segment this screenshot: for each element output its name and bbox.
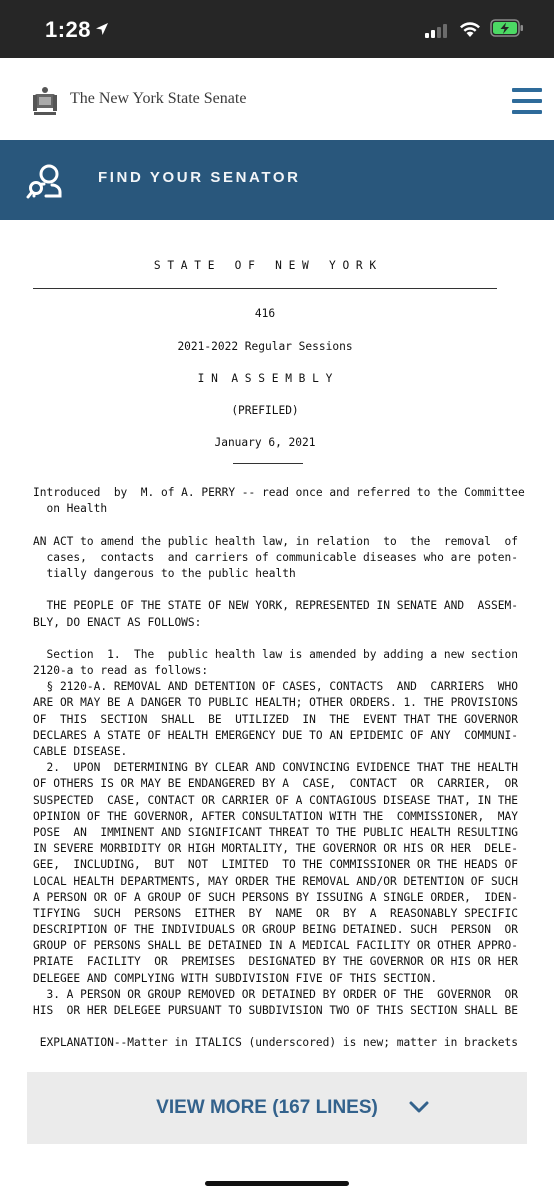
bill-date: January 6, 2021 <box>214 436 316 449</box>
menu-button[interactable] <box>512 88 542 114</box>
status-bar <box>0 0 554 58</box>
bill-line: BLY, DO ENACT AS FOLLOWS: <box>33 615 202 629</box>
bill-line: cases, contacts and carriers of communicable diseases who are poten- <box>33 550 518 564</box>
bill-line: DECLARES A STATE OF HEALTH EMERGENCY DUE TO AN EPIDEMIC OF ANY COMMUNI- <box>33 728 518 742</box>
bill-line: on Health <box>33 502 108 516</box>
bill-line: tially dangerous to the public health <box>33 566 296 580</box>
find-senator-banner[interactable] <box>0 140 554 220</box>
ny-state-seal-icon[interactable] <box>30 85 60 117</box>
battery-charging-icon <box>490 19 524 37</box>
find-senator-label: FIND YOUR SENATOR <box>98 169 301 186</box>
bill-text <box>0 220 554 1050</box>
divider <box>233 463 303 464</box>
site-header <box>0 58 554 140</box>
bill-session: 2021-2022 Regular Sessions <box>177 340 353 353</box>
view-more-label: VIEW MORE (167 LINES) <box>156 1097 378 1118</box>
bill-number: 416 <box>254 307 276 320</box>
bill-line: POSE AN IMMINENT AND SIGNIFICANT THREAT TO THE PUBLIC HEALTH RESULTING <box>33 825 518 839</box>
bill-chamber: I N A S S E M B L Y <box>197 372 333 385</box>
site-title[interactable]: The New York State Senate <box>70 90 247 107</box>
bill-line: Introduced by M. of A. PERRY -- read once and referred to the Committee <box>33 486 525 499</box>
bill-line: OF OTHERS IS OR MAY BE ENDANGERED BY A CASE, CONTACT OR CARRIER, OR <box>33 777 518 791</box>
bill-line: OF THIS SECTION SHALL BE UTILIZED IN THE EVENT THAT THE GOVERNOR <box>33 712 518 726</box>
bill-line: LOCAL HEALTH DEPARTMENTS, MAY ORDER THE REMOVAL AND/OR DETENTION OF SUCH <box>33 874 518 888</box>
find-senator-icon <box>26 162 64 200</box>
chevron-down-icon <box>409 1100 429 1114</box>
divider <box>33 288 497 289</box>
bill-line: 3. A PERSON OR GROUP REMOVED OR DETAINED BY ORDER OF THE GOVERNOR OR <box>33 987 518 1001</box>
bill-line: IN SEVERE MORBIDITY OR HIGH MORTALITY, THE GOVERNOR OR HIS OR HER DELE- <box>33 842 518 856</box>
bill-line: PRIATE FACILITY OR PREMISES DESIGNATED BY THE GOVERNOR OR HIS OR HER <box>33 955 518 969</box>
bill-line: A PERSON OR OF A GROUP OF SUCH PERSONS BY ISSUING A SINGLE ORDER, IDEN- <box>33 890 518 904</box>
bill-line: OPINION OF THE GOVERNOR, AFTER CONSULTATION WITH THE COMMISSIONER, MAY <box>33 809 518 823</box>
location-arrow-icon <box>95 22 109 36</box>
bill-line: EXPLANATION--Matter in ITALICS (underscored) is new; matter in brackets <box>33 1036 518 1050</box>
view-more-button[interactable] <box>27 1072 527 1144</box>
bill-line: THE PEOPLE OF THE STATE OF NEW YORK, REPRESENTED IN SENATE AND ASSEM- <box>33 599 518 613</box>
bill-blank-line <box>33 1019 525 1035</box>
bill-blank-line <box>33 517 525 533</box>
bill-line: 2. UPON DETERMINING BY CLEAR AND CONVINCING EVIDENCE THAT THE HEALTH <box>33 761 518 775</box>
bill-blank-line <box>33 631 525 647</box>
bill-line: Section 1. The public health law is amended by adding a new section <box>33 647 518 661</box>
status-time: 1:28 <box>45 17 92 42</box>
bill-line: CABLE DISEASE. <box>33 745 128 758</box>
bill-line: GROUP OF PERSONS SHALL BE DETAINED IN A MEDICAL FACILITY OR OTHER APPRO- <box>33 939 518 953</box>
bill-line: TIFYING SUCH PERSONS EITHER BY NAME OR BY A REASONABLY SPECIFIC <box>33 906 518 920</box>
bill-line: AN ACT to amend the public health law, in relation to the removal of <box>33 534 518 548</box>
bill-body <box>33 485 525 1052</box>
bill-line: ARE OR MAY BE A DANGER TO PUBLIC HEALTH; OTHER ORDERS. 1. THE PROVISIONS <box>33 696 518 710</box>
bill-blank-line <box>33 582 525 598</box>
bill-status: (PREFILED) <box>231 404 299 417</box>
bill-line: HIS OR HER DELEGEE PURSUANT TO SUBDIVISION TWO OF THIS SECTION SHALL BE <box>33 1004 518 1017</box>
wifi-icon <box>458 20 482 38</box>
bill-line: SUSPECTED CASE, CONTACT OR CARRIER OF A CONTAGIOUS DISEASE THAT, IN THE <box>33 793 518 807</box>
cellular-signal-icon <box>425 22 451 38</box>
home-indicator <box>205 1181 349 1186</box>
bill-line: 2120-a to read as follows: <box>33 664 209 678</box>
bill-line: GEE, INCLUDING, BUT NOT LIMITED TO THE COMMISSIONER OR THE HEADS OF <box>33 858 518 872</box>
bill-line: DESCRIPTION OF THE INDIVIDUALS OR GROUP BEING DETAINED. SUCH PERSON OR <box>33 923 518 937</box>
bill-line: § 2120-A. REMOVAL AND DETENTION OF CASES, CONTACTS AND CARRIERS WHO <box>33 680 518 694</box>
bill-state-heading: S T A T E O F N E W Y O R K <box>153 259 377 272</box>
bill-line: DELEGEE AND COMPLYING WITH SUBDIVISION FIVE OF THIS SECTION. <box>33 971 438 985</box>
